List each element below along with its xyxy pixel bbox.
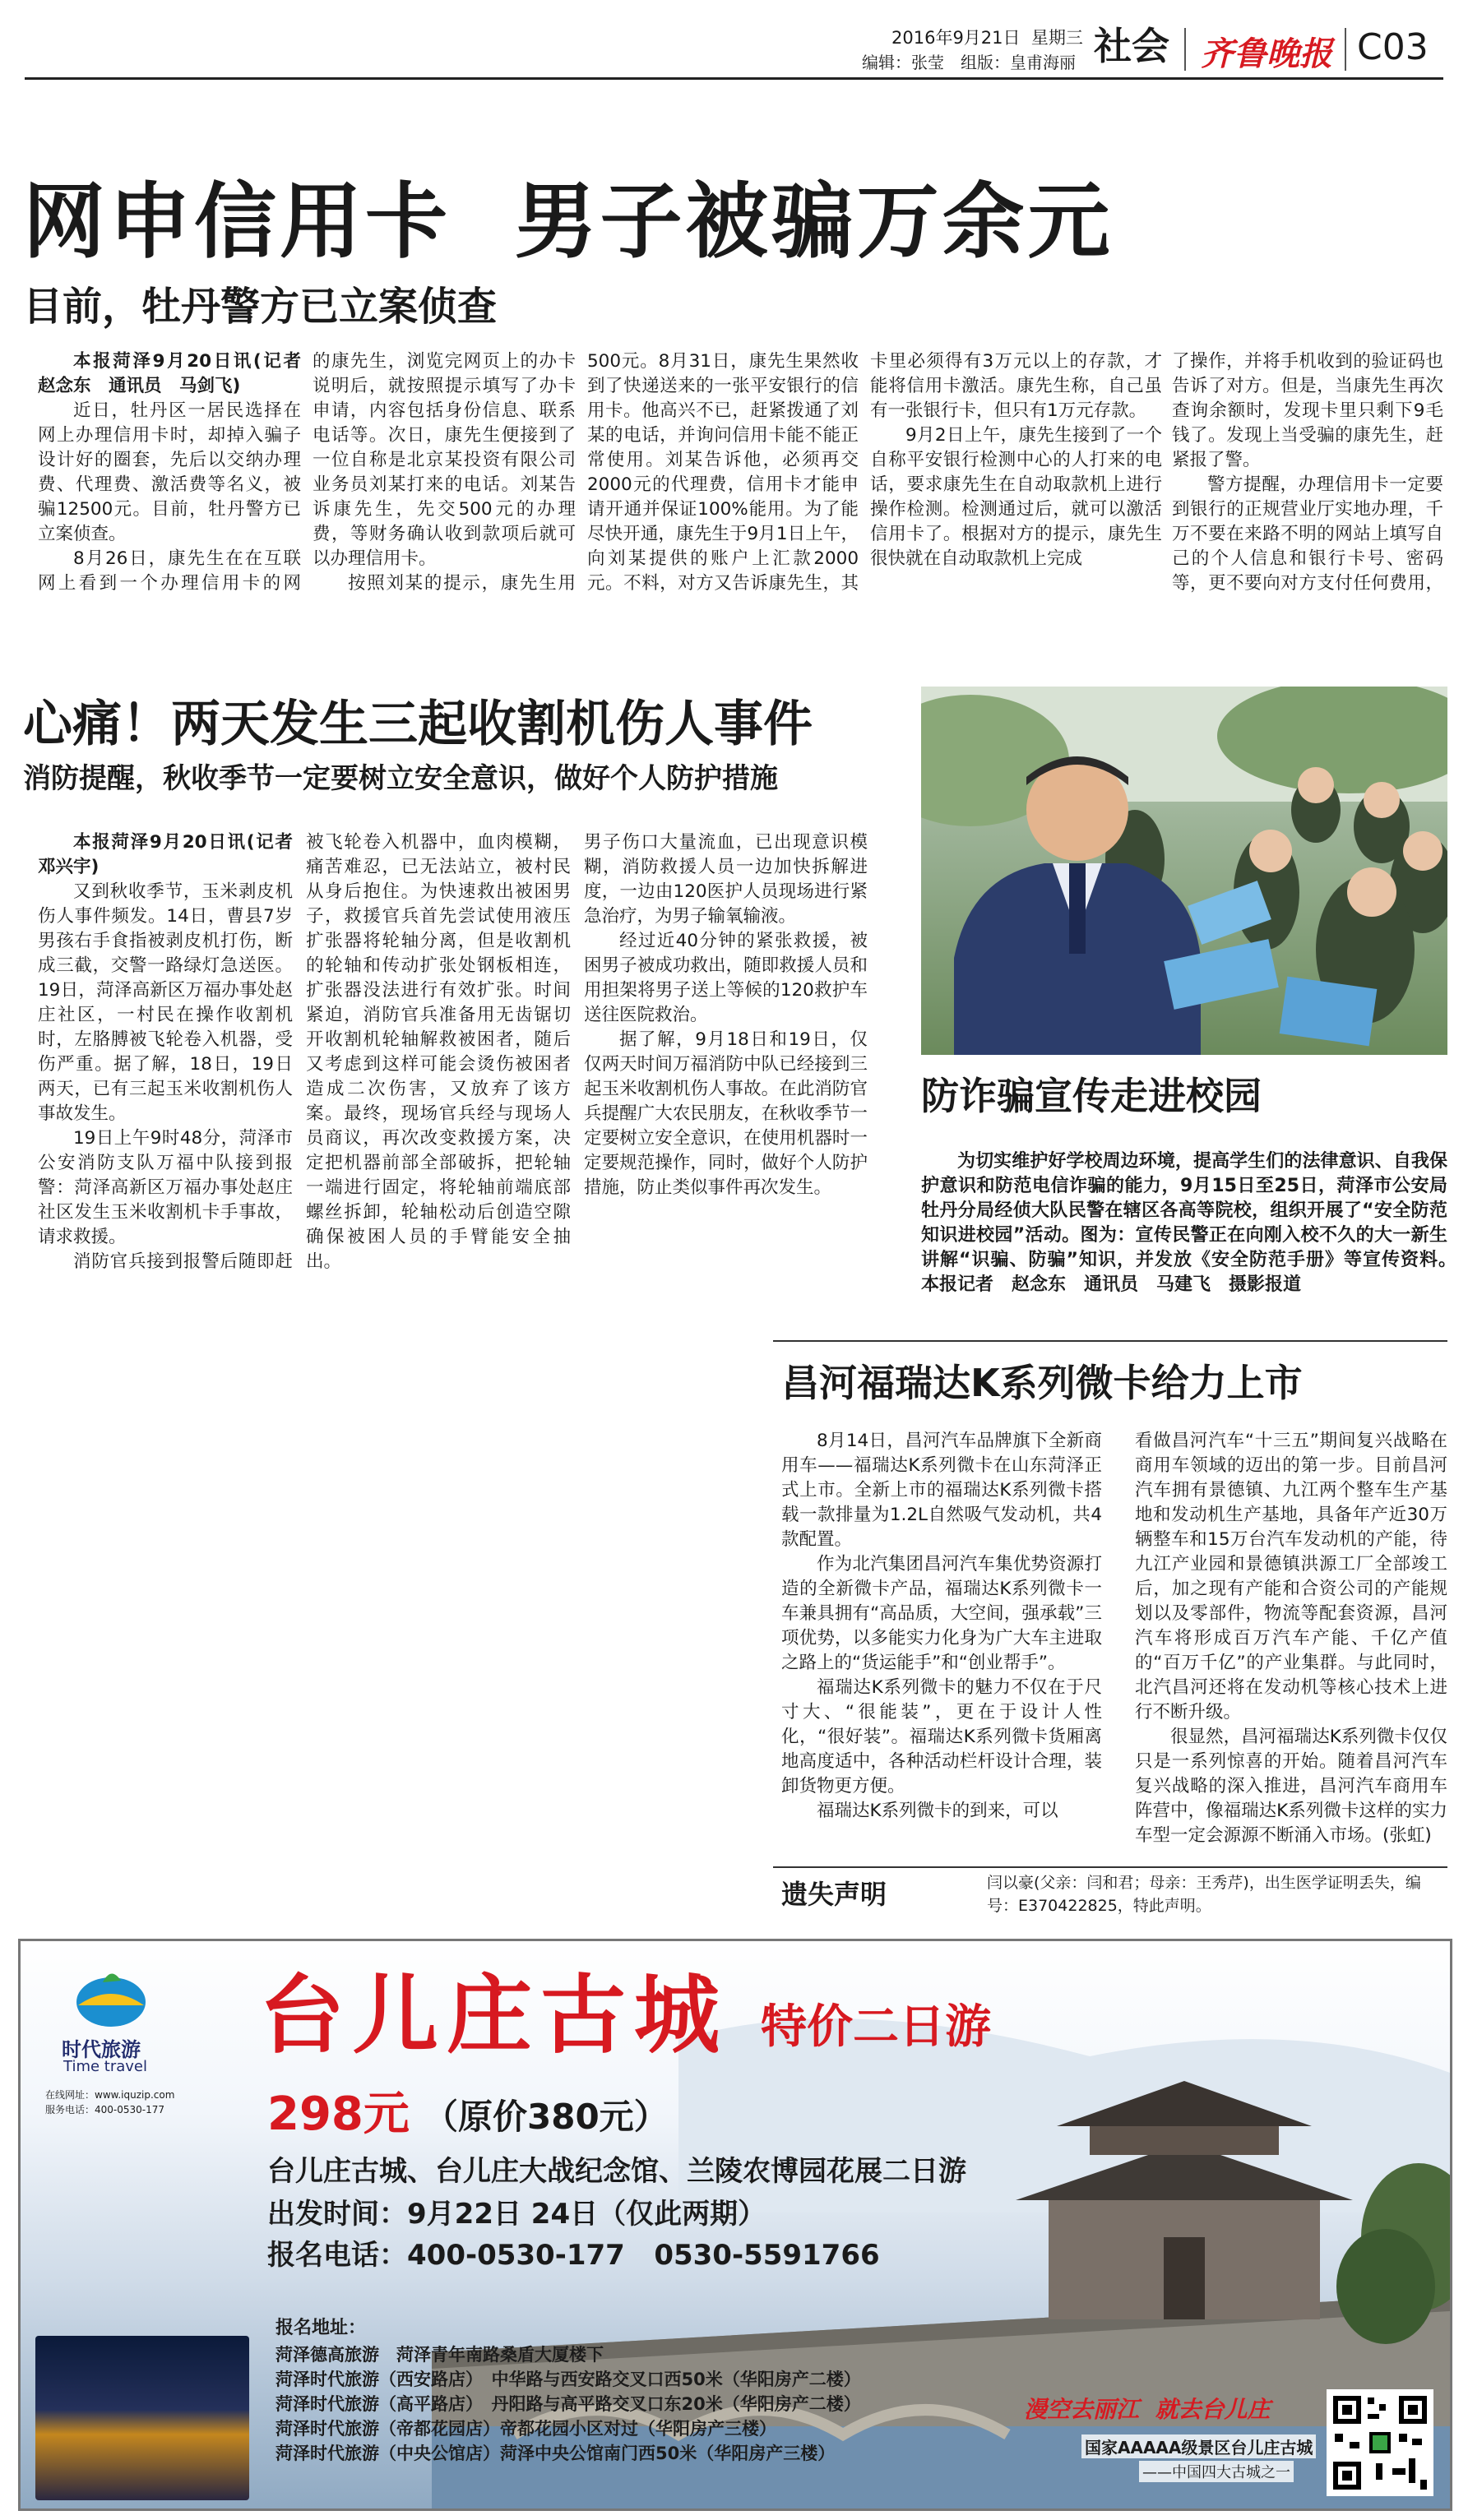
article1-col5: 了操作，并将手机收到的验证码也告诉了对方。但是，当康先生再次查询余额时，发现卡里只剩下9毛钱了。发现上当受骗的康先生，赶紧报了警。 警方提醒，办理信用卡一定要到银行的正规营业厅实地办理，千万不要在来路不明的网站上填写自己的个人信息和银行卡号、密码等，更不要向对方支付任何费用，	[1172, 351, 1443, 594]
article1-byline: 本报菏泽9月20日讯(记者 赵念东 通讯员 马剑飞)	[38, 351, 301, 396]
section-title: 社会	[1094, 24, 1169, 68]
ad-headline: 台儿庄古城	[259, 1964, 729, 2065]
ad-address-list	[276, 2342, 1016, 2466]
ad-route: 台儿庄古城、台儿庄大战纪念馆、兰陵农博园花展二日游	[267, 2155, 966, 2188]
ad-address-title: 报名地址：	[276, 2318, 367, 2338]
article1-col3: 500元。8月31日，康先生果然收到了快递送来的一张平安银行的信用卡。他高兴不已，赶紧拨通了刘某的电话，并询问信用卡能不能正常使用。刘某告诉他，必须再交2000元的代理费，信用卡才能申请开通并保证100%能用。为了能尽快开通，康先生于9月1日上午，向刘某提供的账户上汇款2000元。不料，对方又告诉康先生，其	[587, 351, 859, 594]
article1-title: 网申信用卡 男子被骗万余元	[23, 173, 1114, 270]
ad-tagline: 特价二日游	[761, 2000, 991, 2054]
article2-col3: 男子伤口大量流血，已出现意识模糊，消防救援人员一边加快拆解进度，一边由120医护人员现场进行紧急治疗，为男子输氧输液。 经过近40分钟的紧张救援，被困男子被成功救出，随即救援人员和用担架将男子送上等候的120救护车送往医院救治。 据了解，9月18日和19日，仅仅两天时间万福消防中队已经接到三起玉米收割机伤人事故。在此消防官兵提醒广大农民朋友，在秋收季节一定要树立安全意识，在使用机器时一定要规范操作，同时，做好个人防护措施，防止类似事件再次发生。	[584, 832, 868, 1198]
article3-col1: 8月14日，昌河汽车品牌旗下全新商用车——福瑞达K系列微卡在山东菏泽正式上市。全新上市的福瑞达K系列微卡搭载一款排量为1.2L自然吸气发动机，共4款配置。 作为北汽集团昌河汽车集优势资源打造的全新微卡产品，福瑞达K系列微卡一车兼具拥有“高品质，大空间，强承载”三项优势，以多能实力化身为广大车主进取之路上的“货运能手”和“创业帮手”。 福瑞达K系列微卡的魅力不仅在于尺寸大、“很能装”，更在于设计人性化，“很好装”。福瑞达K系列微卡货厢离地高度适中，各种活动栏杆设计合理，装卸货物更方便。 福瑞达K系列微卡的到来，可以	[781, 1431, 1102, 1821]
article1-col4: 卡里必须得有3万元以上的存款，才能将信用卡激活。康先生称，自己虽有一张银行卡，但只有1万元存款。 9月2日上午，康先生接到了一个自称平安银行检测中心的人打来的电话，要求康先生在自动取款机上进行操作检测。检测通过后，就可以激活信用卡了。根据对方的提示，康先生很快就在自动取款机上完成	[870, 351, 1162, 569]
ad-phone1: 400-0530-177	[407, 2239, 625, 2272]
article3-title: 昌河福瑞达K系列微卡给力上市	[781, 1361, 1303, 1405]
header-editors: 编辑：张莹 组版：皇甫海丽	[862, 53, 1076, 72]
ad-orig-price: （原价380元）	[424, 2097, 669, 2137]
article3-author: (张虹)	[1382, 1825, 1432, 1846]
notice-label: 遗失声明	[781, 1879, 887, 1910]
lost-notice	[773, 1866, 1447, 1922]
photo-illustration	[921, 687, 1447, 1055]
ad-address-item: 菏泽时代旅游（帝都花园店）帝都花园小区对过（华阳房产三楼）	[276, 2419, 776, 2439]
ad-phone2: 0530-5591766	[654, 2239, 880, 2272]
ad-scenic2: ——中国四大古城之一	[1139, 2461, 1294, 2482]
ad-address-item: 菏泽德高旅游 菏泽青年南路桑盾大厦楼下	[276, 2345, 604, 2365]
qr-code-icon[interactable]	[1327, 2389, 1433, 2496]
ad-brand-en: Time travel	[63, 2058, 147, 2075]
page-header	[0, 0, 1468, 78]
ad-phone-line: 报名电话：400-0530-177 0530-5591766	[267, 2239, 880, 2272]
travel-ad	[18, 1939, 1452, 2511]
article2-col2: 被飞轮卷入机器中，血肉模糊，痛苦难忍，已无法站立，被村民从身后抱住。为快速救出被困男子，救援官兵首先尝试使用液压扩张器将轮轴分离，但是收割机的轮轴和传动扩张处钢板相连，扩张器没法进行有效扩张。时间紧迫，消防官兵准备用无齿锯切开收割机轮轴解救被困者，随后又考虑到这样可能会烫伤被困者造成二次伤害，又放弃了该方案。最终，现场官兵经与现场人员商议，再次改变救援方案，决定把机器前部全部破拆，把轮轴一端进行固定，将轮轴前端底部螺丝拆卸，轮轴松动后创造空隙确保被困人员的手臂能安全抽出。	[306, 832, 571, 1272]
ad-scenic1: 国家AAAAA级景区台儿庄古城	[1081, 2434, 1316, 2458]
ad-hotline: 服务电话：400-0530-177	[45, 2104, 165, 2115]
ad-website: 在线网址：www.iquzip.com	[45, 2089, 175, 2101]
ad-address-item: 菏泽时代旅游（高平路店） 丹阳路与高平路交叉口东20米（华阳房产二楼）	[276, 2394, 861, 2414]
notice-text: 闫以豪(父亲：闫和君；母亲：王秀芹)，出生医学证明丢失，编号：E370422825，特此声明。	[987, 1874, 1421, 1915]
page-number: C03	[1357, 26, 1429, 68]
ad-slogan: 漫空去丽江 就去台儿庄	[1024, 2396, 1271, 2423]
article1-col1: 本报菏泽9月20日讯(记者 赵念东 通讯员 马剑飞) 近日，牡丹区一居民选择在网上办理信用卡时，却掉入骗子设计好的圈套，先后以交纳办理费、代理费、激活费等名义，被骗12500元。目前，牡丹警方已立案侦查。 8月26日，康先生在在互联网上看到一个办理信用卡的网	[38, 351, 301, 594]
time-travel-logo-icon	[70, 1966, 152, 2032]
article3-col2: 看做昌河汽车“十三五”期间复兴战略在商用车领域的迈出的第一步。目前昌河汽车拥有景德镇、九江两个整车生产基地和发动机生产基地，具备年产近30万辆整车和15万台汽车发动机的产能，待九江产业园和景德镇洪源工厂全部竣工后，加之现有产能和合资公司的产能规划以及零部件，物流等配套资源，昌河汽车将形成百万汽车产能、千亿产值的“百万千亿”的产业集群。与此同时，北汽昌河还将在发动机等核心技术上进行不断升级。 很显然，昌河福瑞达K系列微卡仅仅只是一系列惊喜的开始。随着昌河汽车复兴战略的深入推进，昌河汽车商用车阵营中，像福瑞达K系列微卡这样的实力车型一定会源源不断涌入市场。(张虹)	[1135, 1431, 1447, 1846]
ad-depart: 出发时间：9月22日 24日（仅此两期）	[267, 2198, 766, 2231]
police-campus-photo	[921, 687, 1447, 1055]
article1-subtitle: 目前，牡丹警方已立案侦查	[23, 284, 498, 330]
ad-price: 298元	[267, 2088, 410, 2141]
photo-story-caption: 为切实维护好学校周边环境，提高学生们的法律意识、自我保护意识和防范电信诈骗的能力，9月15日至25日，菏泽市公安局牡丹分局经侦大队民警在辖区各高等院校，组织开展了“安全防范知识进校园”活动。图为：宣传民警正在向刚入校不久的大一新生讲解“识骗、防骗”知识，并发放《安全防范手册》等宣传资料。 本报记者 赵念东 通讯员 马建飞 摄影报道	[921, 1151, 1447, 1295]
article1-col2: 的康先生，浏览完网页上的办卡说明后，就按照提示填写了办卡申请，内容包括身份信息、联系电话等。次日，康先生便接到了一位自称是北京某投资有限公司业务员刘某打来的电话。刘某告诉康先生，先交500元的办理费，等财务确认收到款项后就可以办理信用卡。 按照刘某的提示，康先生用	[313, 351, 576, 594]
paper-logo: 齐鲁晚报	[1201, 35, 1332, 73]
ad-address-item: 菏泽时代旅游（中央公馆店）菏泽中央公馆南门西50米（华阳房产三楼）	[276, 2444, 836, 2463]
article2-subtitle: 消防提醒，秋收季节一定要树立安全意识，做好个人防护措施	[23, 762, 778, 795]
ad-brand-cn: 时代旅游	[62, 2038, 141, 2061]
photo-story-title: 防诈骗宣传走进校园	[921, 1074, 1262, 1118]
header-date: 2016年9月21日 星期三	[891, 28, 1083, 48]
article2-title: 心痛！两天发生三起收割机伤人事件	[23, 696, 813, 753]
article2-col1: 本报菏泽9月20日讯(记者 邓兴宇) 又到秋收季节，玉米剥皮机伤人事件频发。14日，曹县7岁男孩右手食指被剥皮机打伤，断成三截，交警一路绿灯急送医。19日，菏泽高新区万福办事处赵庄社区，一村民在操作收割机时，左胳膊被飞轮卷入机器，受伤严重。据了解，18日，19日两天，已有三起玉米收割机伤人事故发生。 19日上午9时48分，菏泽市公安消防支队万福中队接到报警：菏泽高新区万福办事处赵庄社区发生玉米收割机卡手事故，请求救援。 消防官兵接到报警后随即赶	[38, 832, 293, 1272]
ad-canal-photo	[35, 2336, 249, 2500]
ad-address-item: 菏泽时代旅游（西安路店） 中华路与西安路交叉口西50米（华阳房产二楼）	[276, 2370, 861, 2389]
